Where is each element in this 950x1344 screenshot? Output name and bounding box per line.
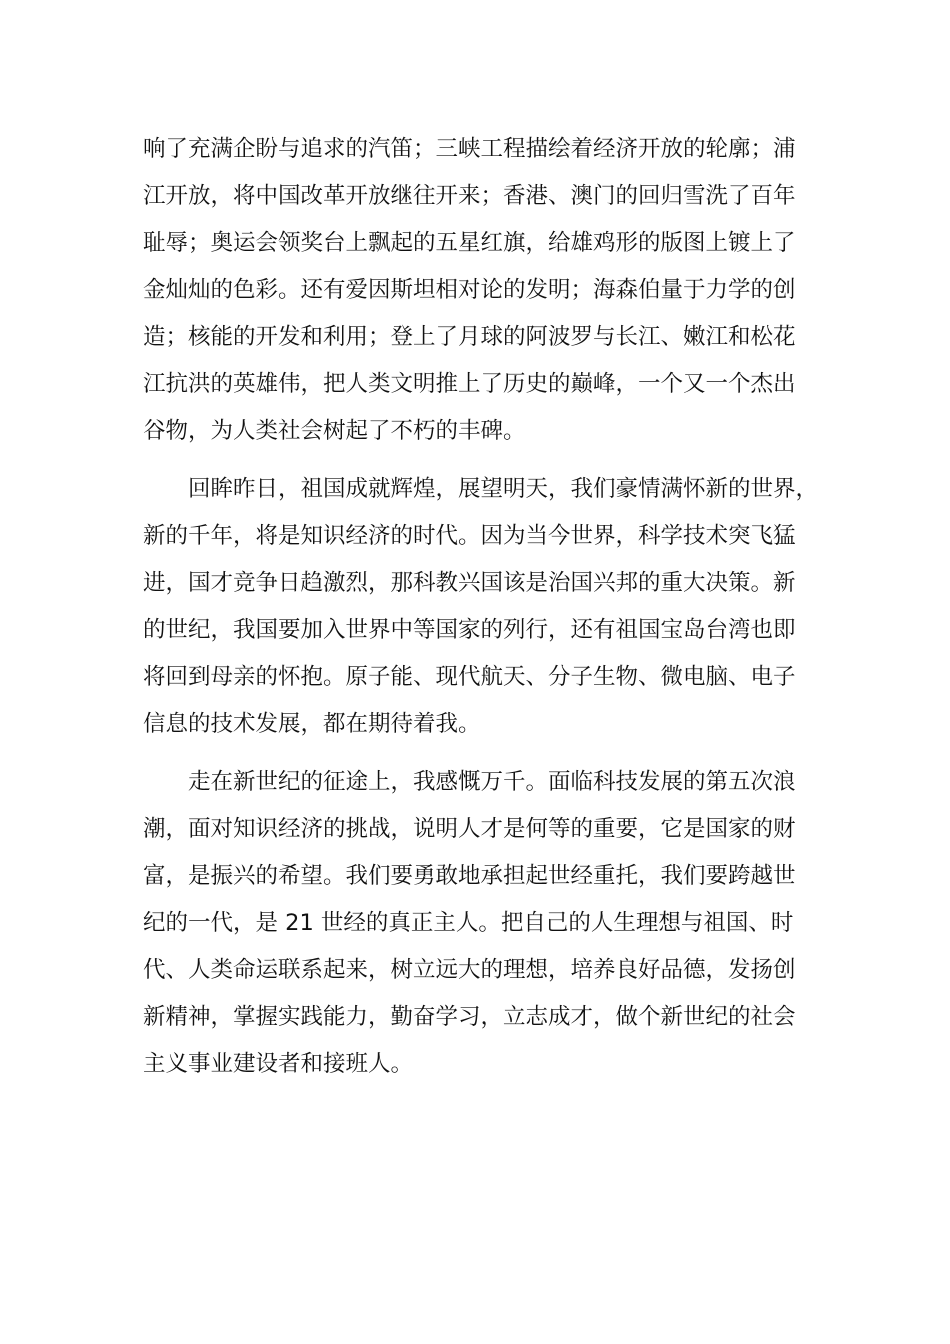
text-line: 响了充满企盼与追求的汽笛；三峡工程描绘着经济开放的轮廓；浦 [143,136,796,162]
paragraph [143,759,823,1088]
text-line: 回眸昨日，祖国成就辉煌，展望明天，我们豪情满怀新的世界， [143,476,819,502]
text-line: 潮，面对知识经济的挑战，说明人才是何等的重要，它是国家的财 [143,816,796,842]
text-line: 走在新世纪的征途上，我感慨万千。面临科技发展的第五次浪 [143,769,796,795]
paragraph [143,466,823,748]
text-line: 江开放，将中国改革开放继往开来；香港、澳门的回归雪洗了百年 [143,183,796,209]
paragraph-spacing [143,455,823,466]
text-line: 江抗洪的英雄伟，把人类文明推上了历史的巅峰，一个又一个杰出 [143,371,796,397]
document-body [143,126,823,1088]
text-line: 新精神，掌握实践能力，勤奋学习，立志成才，做个新世纪的社会 [143,1004,796,1030]
text-line: 金灿灿的色彩。还有爱因斯坦相对论的发明；海森伯量于力学的创 [143,277,796,303]
text-line: 谷物，为人类社会树起了不朽的丰碑。 [143,418,526,444]
paragraph [143,126,823,455]
text-line: 代、人类命运联系起来，树立远大的理想，培养良好品德，发扬创 [143,957,796,983]
text-line: 耻辱；奥运会领奖台上飘起的五星红旗，给雄鸡形的版图上镀上了 [143,230,796,256]
text-line: 将回到母亲的怀抱。原子能、现代航天、分子生物、微电脑、电子 [143,664,796,690]
text-line: 主义事业建设者和接班人。 [143,1051,414,1077]
paragraph-spacing [143,748,823,759]
text-line: 的世纪，我国要加入世界中等国家的列行，还有祖国宝岛台湾也即 [143,617,796,643]
text-line: 信息的技术发展，都在期待着我。 [143,711,481,737]
text-line: 纪的一代，是 21 世经的真正主人。把自己的人生理想与祖国、时 [143,910,794,936]
text-line: 进，国才竞争日趋激烈，那科教兴国该是治国兴邦的重大决策。新 [143,570,796,596]
text-line: 造；核能的开发和利用；登上了月球的阿波罗与长江、嫩江和松花 [143,324,796,350]
text-line: 新的千年，将是知识经济的时代。因为当今世界，科学技术突飞猛 [143,523,796,549]
text-line: 富，是振兴的希望。我们要勇敢地承担起世经重托，我们要跨越世 [143,863,796,889]
